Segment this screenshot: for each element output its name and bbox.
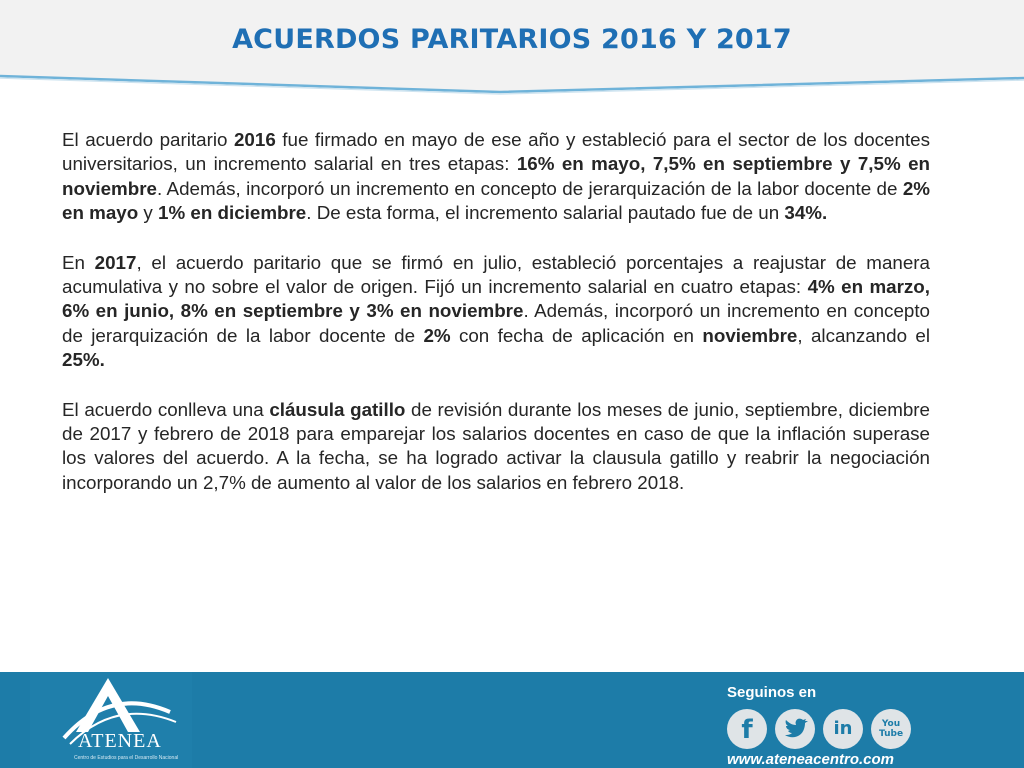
twitter-icon[interactable] [775,709,815,749]
website-link[interactable]: www.ateneacentro.com [727,751,894,768]
page-title: ACUERDOS PARITARIOS 2016 Y 2017 [232,24,792,55]
p2-text-4: con fecha de aplicación en [450,324,703,346]
youtube-icon[interactable] [871,709,911,749]
twitter-bird-icon [775,709,815,749]
youtube-icon-line2: Tube [878,729,904,739]
p2-text-1: En [62,251,95,273]
p1-bold-2: 16% en mayo, 7,5% en septiembre y 7,5% en noviembre [62,153,930,199]
header-band [0,0,1024,96]
p1-bold-4: 1% en diciembre [158,202,307,224]
p2-text-5: , alcanzando el [797,324,931,346]
p2-text-2: , el acuerdo paritario que se firmó en julio, estableció porcentajes a reajustar de manera acumulativa y no sobre el valor de origen. Fijó un incremento salarial en cuatro etapas: [62,251,930,298]
footer [0,672,1024,768]
p3-text-2: de revisión durante los meses de junio, septiembre, diciembre de 2017 y febrero de 2018 para emparejar los salarios docentes en caso de que la inflación superase los valores del acuerdo. A la fecha, se ha logrado activar la clausula gatillo y reabrir la negociación incorporando un 2,7% de aumento al valor de los salarios en febrero 2018. [62,398,930,493]
p1-text-5: . De esta forma, el incremento salarial pautado fue de un [306,202,785,224]
p1-text-2: fue firmado en mayo de ese año y estableció para el sector de los docentes universitarios, un incremento salarial en tres etapas: [62,129,930,175]
atenea-logo-mark [30,672,192,768]
main-content [62,128,930,520]
p2-bold-3: 2% [423,324,451,346]
paragraph-2017 [62,251,930,373]
youtube-icon-line1: You [881,719,901,729]
p1-bold-5: 34%. [784,202,828,224]
paragraph-clausula [62,398,930,496]
p1-text-3: . Además, incorporó un incremento en concepto de jerarquización de la labor docente de [156,177,903,199]
p2-bold-2: 4% en marzo, 6% en junio, 8% en septiembre y 3% en noviembre [62,276,930,322]
atenea-logo[interactable] [30,672,192,768]
p2-bold-4: noviembre [702,324,798,346]
p2-bold-1: 2017 [94,251,137,273]
logo-name: ATENEA [78,730,162,752]
p1-bold-1: 2016 [233,129,276,150]
p1-text-4: y [138,202,159,224]
logo-subtitle: Centro de Estudios para el Desarrollo Nacional [74,755,179,761]
follow-label: Seguinos en [727,684,817,701]
paragraph-2016 [62,128,930,226]
p2-bold-5: 25%. [62,349,105,371]
p1-text-1: El acuerdo paritario [62,129,234,150]
linkedin-icon[interactable]: in [823,709,863,749]
p3-text-1: El acuerdo conlleva una [62,398,270,420]
p1-bold-3: 2% en mayo [62,177,930,224]
facebook-icon[interactable]: f [727,709,767,749]
p3-bold-1: cláusula gatillo [269,398,406,420]
p2-text-3: . Además, incorporó un incremento en concepto de jerarquización de la labor docente de [62,300,930,346]
